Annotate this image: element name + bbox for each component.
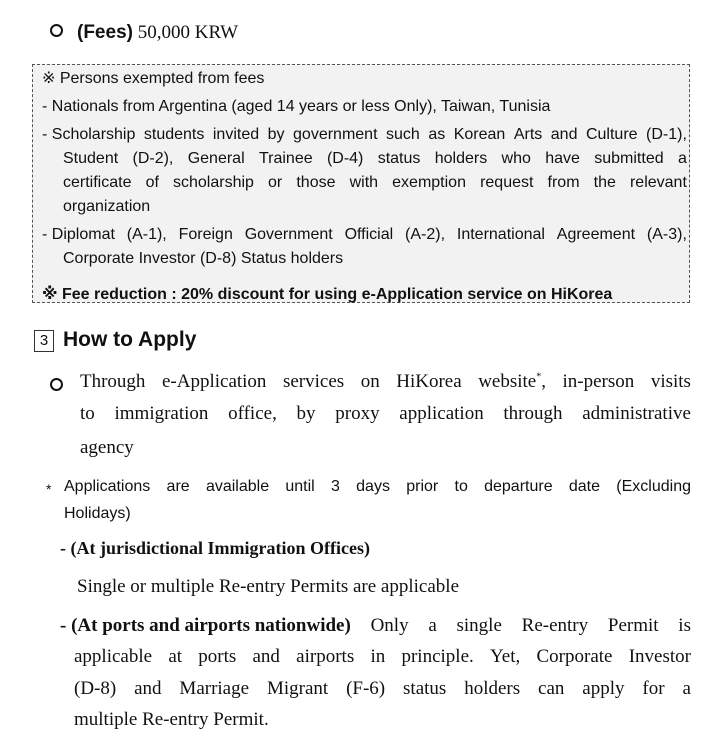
apply-note: Applications are available until 3 days prior to departure date (Excluding [64, 478, 691, 495]
apply-main-text: Through e-Application services on HiKorea website*, in-person visits [80, 371, 691, 392]
section-number-box: 3 [34, 330, 54, 352]
ports-heading: - (At ports and airports nationwide) [60, 615, 351, 636]
jurisdictional-heading: - (At jurisdictional Immigration Offices) [60, 538, 370, 558]
fees-amount: 50,000 KRW [137, 22, 238, 43]
ports-paragraph: - (At ports and airports nationwide) Only a single Re-entry Permit is [60, 615, 691, 636]
exemption-box: ※ Persons exempted from fees - Nationals from Argentina (aged 14 years or less Only), Taiwan, Tunisia - Scholarship students invited by government such as Korean Arts and Culture (D-1), Student (D-2), General Trainee (D-4) status holders who have submitted a certificate of scholarship or those with exemption request from the relevant organization - Diplomat (A-1), Foreign Government Official (A-2), International Agreement (A-3), Corporate Investor (D-8) Status holders ※ Fee reduction : 20% discount for using e-Application service on HiKorea [32, 64, 690, 303]
exemption-item-2-line-1: - Scholarship students invited by government such as Korean Arts and Culture (D-1), [42, 126, 687, 143]
fees-line [50, 22, 238, 44]
apply-bullet [50, 378, 77, 397]
circle-bullet-icon [50, 24, 63, 37]
fees-label: (Fees) [77, 22, 133, 43]
exemption-item-3: - Diplomat (A-1), Foreign Government Official (A-2), International Agreement (A-3), [42, 226, 687, 243]
exemption-item-1: - Nationals from Argentina (aged 14 years or less Only), Taiwan, Tunisia [42, 98, 551, 115]
exemption-heading: ※ Persons exempted from fees [42, 70, 265, 87]
jurisdictional-text: Single or multiple Re-entry Permits are applicable [77, 576, 460, 597]
exemption-item-2 [42, 123, 687, 147]
fee-reduction-note: ※ Fee reduction : 20% discount for using e-Application service on HiKorea [42, 286, 613, 303]
circle-bullet-icon [50, 378, 63, 391]
note-asterisk: * [46, 481, 52, 497]
section-title: How to Apply [63, 328, 197, 351]
